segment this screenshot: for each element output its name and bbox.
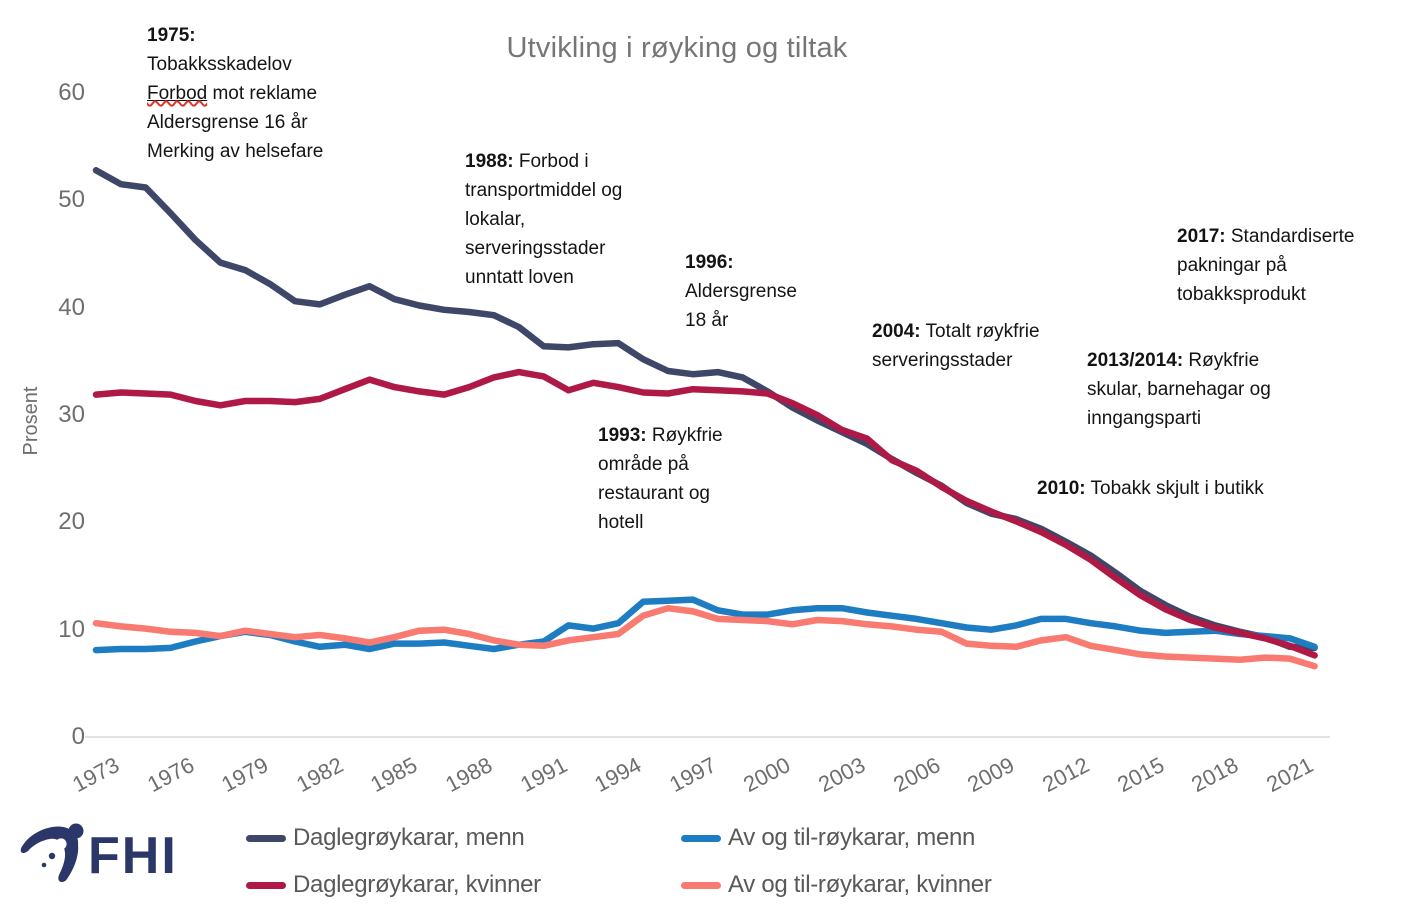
annotation-year: 2010: [1037,478,1086,499]
x-tick-label: 1979 [217,752,273,798]
legend-swatch-blue [681,835,721,842]
annotation-1988: 1988: Forbod i transportmiddel og lokalar, serveringsstader unntatt loven [465,151,623,288]
annotation-2017: 2017: Standardiserte pakningar på tobakksprodukt [1177,226,1355,305]
series-line [96,608,1315,666]
annotation-2004: 2004: Totalt røykfrie serveringsstader [872,321,1040,371]
annotation-year: 2017: [1177,226,1226,247]
chart-title: Utvikling i røyking og tiltak [506,32,848,64]
fhi-logo-text: FHI [88,827,178,885]
misspelled-word: Forbod [147,83,208,104]
annotation-year: 2013/2014: [1087,350,1184,371]
x-tick-label: 1994 [590,752,646,798]
legend-label: Av og til-røykarar, menn [728,824,976,851]
annotation-2010: 2010: Tobakk skjult i butikk [1037,478,1264,499]
x-tick-label: 2018 [1187,752,1243,798]
x-tick-label: 2006 [888,752,944,798]
annotation-2013-2014: 2013/2014: Røykfrie skular, barnehagar og inngangsparti [1087,350,1271,429]
y-tick-label: 0 [71,723,85,750]
x-tick-label: 1985 [366,752,422,798]
annotation-year: 1993: [598,425,647,446]
annotation-year: 1975: [147,25,196,46]
legend-label: Av og til-røykarar, kvinner [728,871,992,898]
annotation-year: 2004: [872,321,921,342]
annotation-1996: 1996: Aldersgrense 18 år [685,252,797,331]
x-tick-label: 2003 [814,752,870,798]
y-tick-label: 40 [58,293,85,321]
x-tick-label: 1988 [441,752,497,798]
legend-label: Daglegrøykarar, menn [293,824,525,851]
x-tick-label: 2009 [963,752,1019,798]
annotation-year: 1988: [465,151,514,172]
legend-item-avogtil-kvinner [681,871,992,899]
legend-item-dagleg-kvinner [246,871,541,899]
x-tick-label: 1982 [292,752,348,798]
x-tick-label: 2015 [1112,752,1168,798]
series-line [96,600,1315,651]
annotation-1993: 1993: Røykfrie område på restaurant og hotell [598,425,723,533]
y-tick-label: 60 [58,79,85,106]
legend-item-dagleg-menn [246,824,524,852]
x-tick-label: 2021 [1262,752,1317,798]
annotation-1975: 1975: Tobakksskadelov Forbod mot reklame Aldersgrense 16 år Merking av helsefare [147,25,324,162]
x-tick-label: 1991 [515,752,571,798]
legend-swatch-salmon [681,882,721,889]
x-tick-label: 1997 [665,752,721,798]
y-tick-label: 50 [58,186,85,214]
y-tick-label: 20 [58,508,85,536]
x-tick-label: 2000 [739,752,795,798]
x-tick-label: 1973 [68,752,124,798]
y-tick-label: 10 [58,615,85,643]
x-tick-label: 2012 [1038,752,1094,798]
legend-item-avogtil-menn [681,824,975,852]
annotation-year: 1996: [685,252,734,273]
x-tick-label: 1976 [142,752,198,798]
y-axis-title: Prosent [20,386,42,456]
y-tick-label: 30 [58,401,85,428]
legend-label: Daglegrøykarar, kvinner [293,871,541,898]
